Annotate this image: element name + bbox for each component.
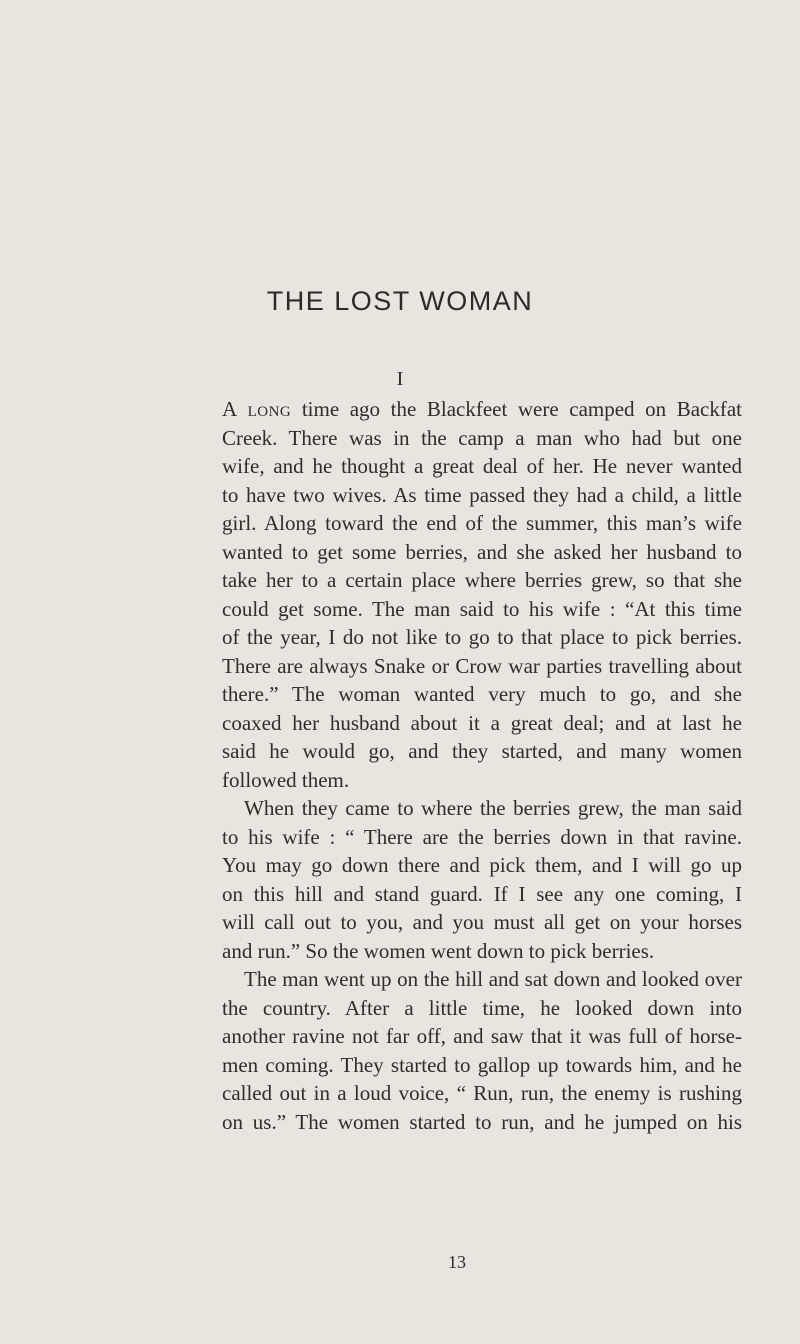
text-line: There are always Snake or Crow war parties travelling about (222, 653, 742, 678)
text-line: wife, and he thought a great deal of her. He never wanted (222, 454, 742, 478)
text-line: A long time ago the Blackfeet were camped on Backfat (222, 397, 742, 421)
text-line: When they came to where the berries grew, the man said (244, 796, 742, 820)
text-line: You may go down there and pick them, and I will go up (222, 853, 742, 877)
text-line: to his wife : “ There are the berries down in that ravine. (222, 824, 742, 849)
text-line: girl. Along toward the end of the summer, this man’s wife (222, 511, 742, 535)
text-line: could get some. The man said to his wife : “At this time (222, 596, 742, 621)
opening-words: A long (222, 397, 292, 421)
text-line: another ravine not far off, and saw that it was full of horse- (222, 1024, 742, 1048)
text-line: take her to a certain place where berries grew, so that she (222, 568, 742, 592)
text-line: on us.” The women started to run, and he jumped on his (222, 1109, 742, 1134)
text-line: there.” The woman wanted very much to go, and she (222, 682, 742, 706)
text-line: the country. After a little time, he looked down into (222, 995, 742, 1020)
text-line: coaxed her husband about it a great deal; and at last he (222, 710, 742, 735)
text-line: wanted to get some berries, and she asked her husband to (222, 539, 742, 564)
text-line: men coming. They started to gallop up towards him, and he (222, 1052, 742, 1077)
chapter-title: THE LOST WOMAN (266, 286, 534, 316)
text-line: The man went up on the hill and sat down and looked over (244, 967, 742, 991)
text-line: Creek. There was in the camp a man who had but one (222, 425, 742, 450)
page-number: 13 (448, 1252, 466, 1272)
text-line: will call out to you, and you must all get on your horses (222, 910, 742, 934)
text-line: of the year, I do not like to go to that place to pick berries. (222, 625, 742, 649)
text-line: and run.” So the women went down to pick berries. (222, 938, 655, 963)
text-line: to have two wives. As time passed they had a child, a little (222, 482, 742, 507)
text-line: said he would go, and they started, and many women (222, 739, 742, 763)
text-line: on this hill and stand guard. If I see any one coming, I (222, 881, 742, 906)
text-line: followed them. (222, 767, 350, 792)
body-text (222, 395, 742, 1136)
section-number: I (396, 368, 404, 390)
text-line: called out in a loud voice, “ Run, run, the enemy is rushing (222, 1081, 742, 1105)
